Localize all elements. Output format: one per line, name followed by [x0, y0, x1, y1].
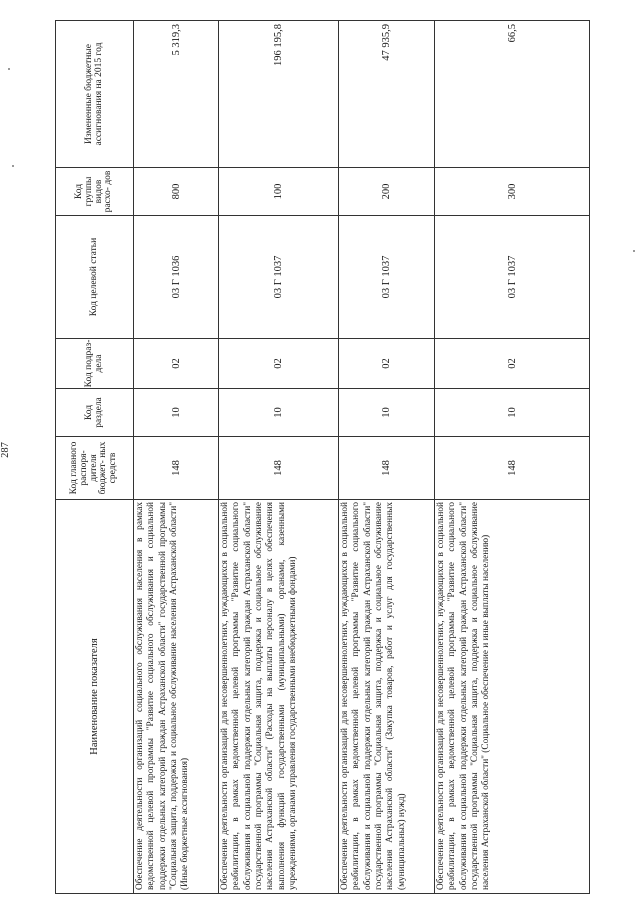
header-grbs-code: Код главного распоря- дителя бюджет- ных средств [56, 437, 134, 500]
header-section-code: Код раздела [56, 389, 134, 437]
row-amount: 66,5 [435, 21, 590, 168]
row-grbs-code: 148 [134, 437, 219, 500]
row-amount: 47 935,9 [339, 21, 435, 168]
table-row [219, 21, 339, 894]
row-expense-group-code: 100 [219, 168, 339, 216]
row-expense-group-code: 300 [435, 168, 590, 216]
row-target-article-code: 03 Г 1037 [219, 216, 339, 339]
row-amount: 196 195,8 [219, 21, 339, 168]
row-grbs-code: 148 [435, 437, 590, 500]
header-budget-allocation: Измененные бюджетные ассигнования на 2015 год [56, 21, 134, 168]
row-target-article-code: 03 Г 1037 [435, 216, 590, 339]
row-amount: 5 319,3 [134, 21, 219, 168]
row-indicator-name: Обеспечение деятельности организаций для несовершеннолетних, нуждающихся в социальной реабилитации, в рамках ведомственной целевой программы "Развитие социального обслуживания и социальной поддержки отдельных категорий граждан Астраханской области" государственной программы "Социальная защита, поддержка и социальное обслуживание населения Астраханской области" (Закупка товаров, работ и услуг для государственных (муниципальных) нужд) [339, 500, 435, 894]
row-indicator-name: Обеспечение деятельности организаций для несовершеннолетних, нуждающихся в социальной реабилитации, в рамках ведомственной целевой программы "Развитие социального обслуживания и социальной поддержки отдельных категорий граждан Астраханской области" государственной программы "Социальная защита, поддержка и социальное обслуживание населения Астраханской области" (Социальное обеспечение и иные выплаты населению) [435, 500, 590, 894]
row-section-code: 10 [219, 389, 339, 437]
row-subsection-code: 02 [134, 339, 219, 389]
row-expense-group-code: 800 [134, 168, 219, 216]
header-subsection-code: Код подраз- дела [56, 339, 134, 389]
row-expense-group-code: 200 [339, 168, 435, 216]
row-section-code: 10 [435, 389, 590, 437]
table-header-row [56, 21, 134, 894]
row-subsection-code: 02 [435, 339, 590, 389]
row-target-article-code: 03 Г 1037 [339, 216, 435, 339]
row-indicator-name: Обеспечение деятельности организаций социального обслуживания населения в рамках ведомственной целевой программы "Развитие социального обслуживания и социальной поддержки отдельных категорий граждан Астраханской области" государственной программы "Социальная защита, поддержка и социальное обслуживание населения Астраханской области" (Иные бюджетные ассигнования) [134, 500, 219, 894]
row-subsection-code: 02 [219, 339, 339, 389]
budget-table [55, 20, 590, 894]
row-section-code: 10 [339, 389, 435, 437]
table-row [339, 21, 435, 894]
table-row [134, 21, 219, 894]
row-indicator-name: Обеспечение деятельности организаций для несовершеннолетних, нуждающихся в социальной реабилитации, в рамках ведомственной целевой программы "Развитие социального обслуживания и социальной поддержки отдельных категорий граждан Астраханской области" государственной программы "Социальная защита, поддержка и социальное обслуживание населения Астраханской области" (Расходы на выплаты персоналу в целях обеспечения выполнения функций государственными (муниципальными) органами, казенными учреждениями, органами управления государственными внебюджетными фондами) [219, 500, 339, 894]
header-indicator-name: Наименование показателя [56, 500, 134, 894]
row-section-code: 10 [134, 389, 219, 437]
row-grbs-code: 148 [219, 437, 339, 500]
table-row [435, 21, 590, 894]
header-target-article-code: Код целевой статьи [56, 216, 134, 339]
page-number: 287 [0, 442, 11, 458]
row-grbs-code: 148 [339, 437, 435, 500]
row-subsection-code: 02 [339, 339, 435, 389]
row-target-article-code: 03 Г 1036 [134, 216, 219, 339]
header-expense-group-code: Код группы видов расхо- дов [56, 168, 134, 216]
